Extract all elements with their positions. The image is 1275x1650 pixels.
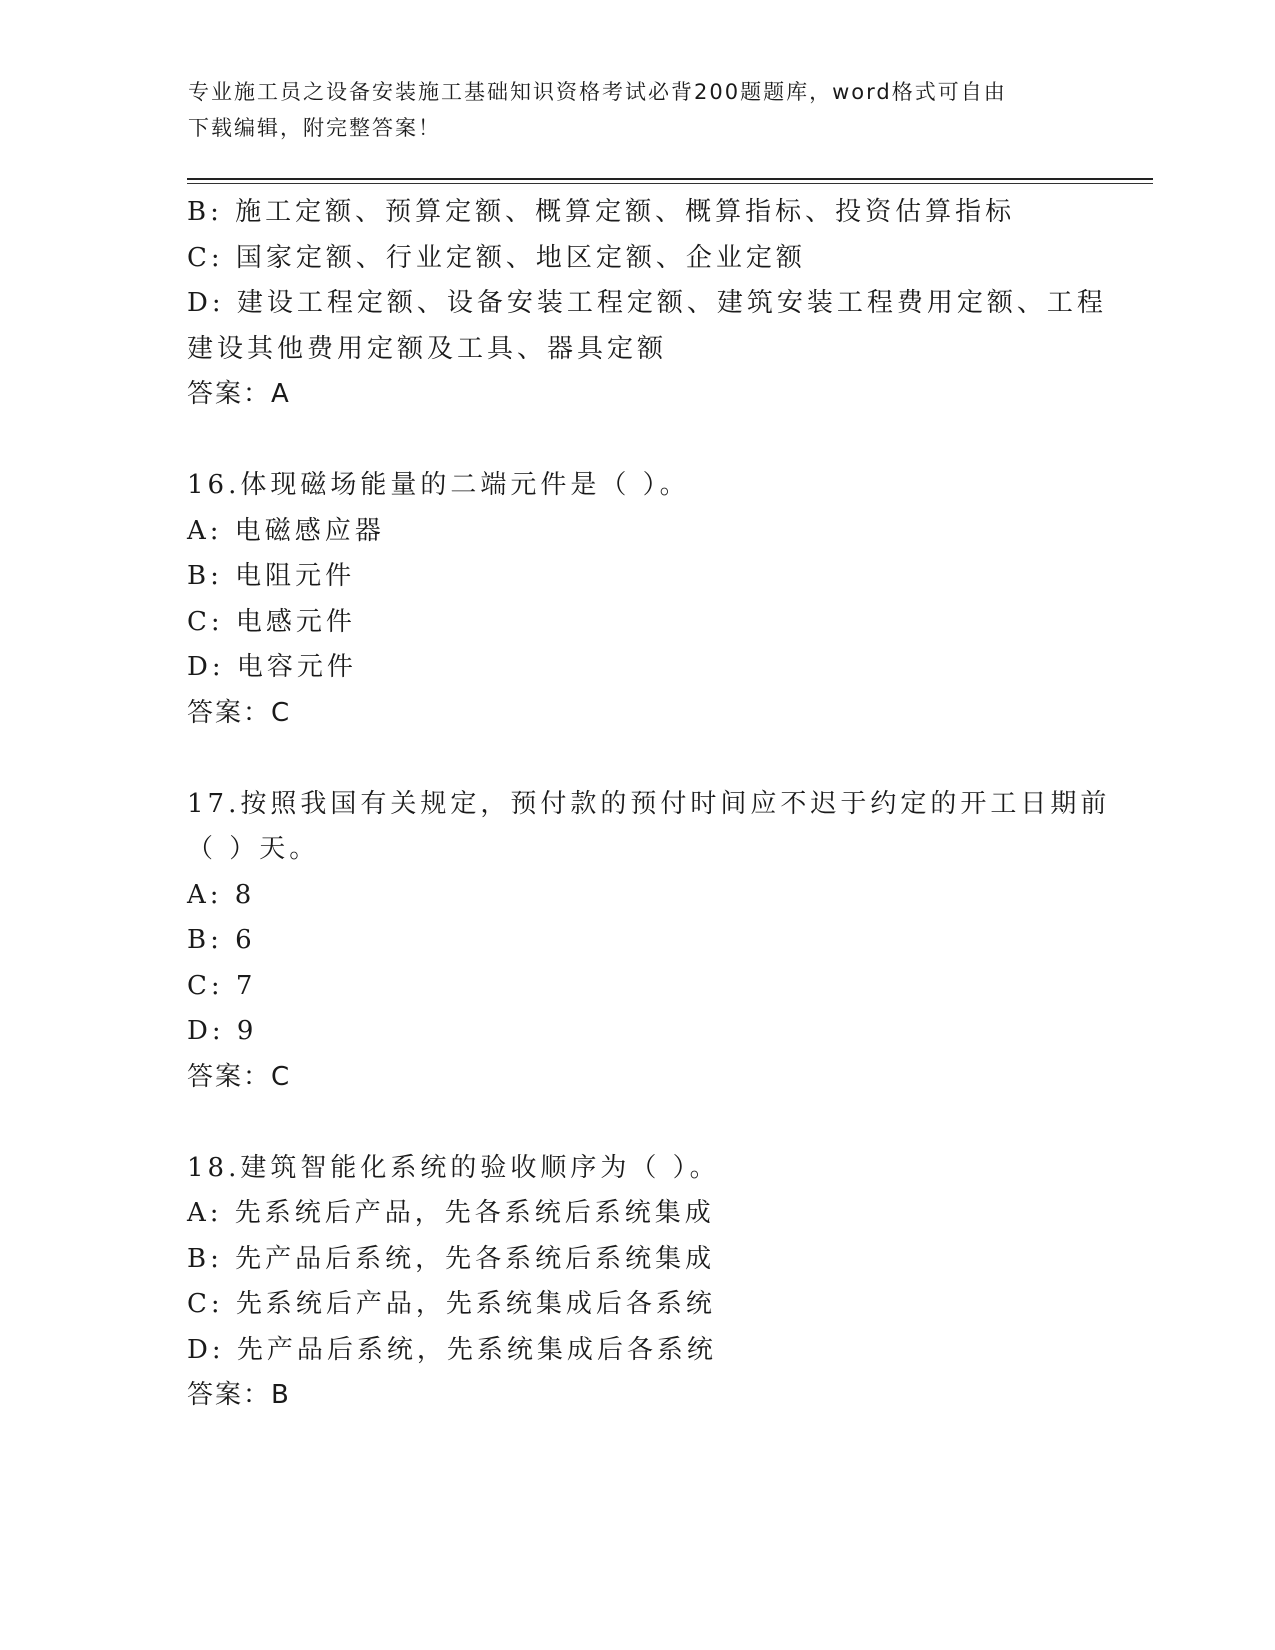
answer: 答案：C (187, 1061, 292, 1092)
option-c: C: 7 (187, 970, 257, 1001)
option-b: B: 6 (187, 925, 256, 955)
answer: 答案：C (187, 697, 292, 728)
question-list (187, 190, 1111, 1419)
document-header (188, 74, 1088, 146)
answer: 答案：A (187, 379, 291, 409)
option-d: D: 电容元件 (187, 652, 357, 682)
option-d-line-2: 建设其他费用定额及工具、器具定额 (187, 333, 668, 364)
option-a: A: 先系统后产品，先各系统后系统集成 (187, 1198, 715, 1228)
question-15-continued (187, 190, 1107, 418)
question-18 (187, 1146, 1087, 1419)
spacer (187, 1100, 1087, 1146)
option-a: A: 8 (187, 879, 256, 910)
option-c: C: 先系统后产品，先系统集成后各系统 (187, 1289, 716, 1319)
header-divider-thin (187, 183, 1153, 184)
answer: 答案：B (187, 1380, 291, 1410)
spacer (187, 736, 1087, 782)
option-c: C: 电感元件 (187, 606, 356, 637)
option-a: A: 电磁感应器 (187, 515, 385, 546)
option-d: D: 9 (187, 1016, 258, 1046)
option-b: B: 施工定额、预算定额、概算定额、概算指标、投资估算指标 (187, 197, 1016, 227)
question-stem-line-1: 17.按照我国有关规定，预付款的预付时间应不迟于约定的开工日期前 (187, 788, 1111, 819)
option-d: D: 先产品后系统，先系统集成后各系统 (187, 1334, 717, 1365)
header-line-1: 专业施工员之设备安装施工基础知识资格考试必背200题题库，word格式可自由 (188, 80, 1007, 104)
question-stem: 18.建筑智能化系统的验收顺序为（ ）。 (187, 1152, 720, 1183)
question-16 (187, 463, 1087, 736)
header-divider-thick (187, 178, 1153, 180)
option-b: B: 电阻元件 (187, 561, 356, 591)
question-17 (187, 782, 1111, 1101)
header-line-2: 下载编辑，附完整答案！ (188, 116, 441, 140)
question-stem-line-2: （ ）天。 (187, 834, 320, 864)
option-d-line-1: D: 建设工程定额、设备安装工程定额、建筑安装工程费用定额、工程 (187, 288, 1107, 318)
option-c: C: 国家定额、行业定额、地区定额、企业定额 (187, 242, 806, 273)
option-b: B: 先产品后系统，先各系统后系统集成 (187, 1243, 716, 1274)
question-stem: 16.体现磁场能量的二端元件是（ ）。 (187, 470, 690, 500)
spacer (187, 418, 1087, 464)
